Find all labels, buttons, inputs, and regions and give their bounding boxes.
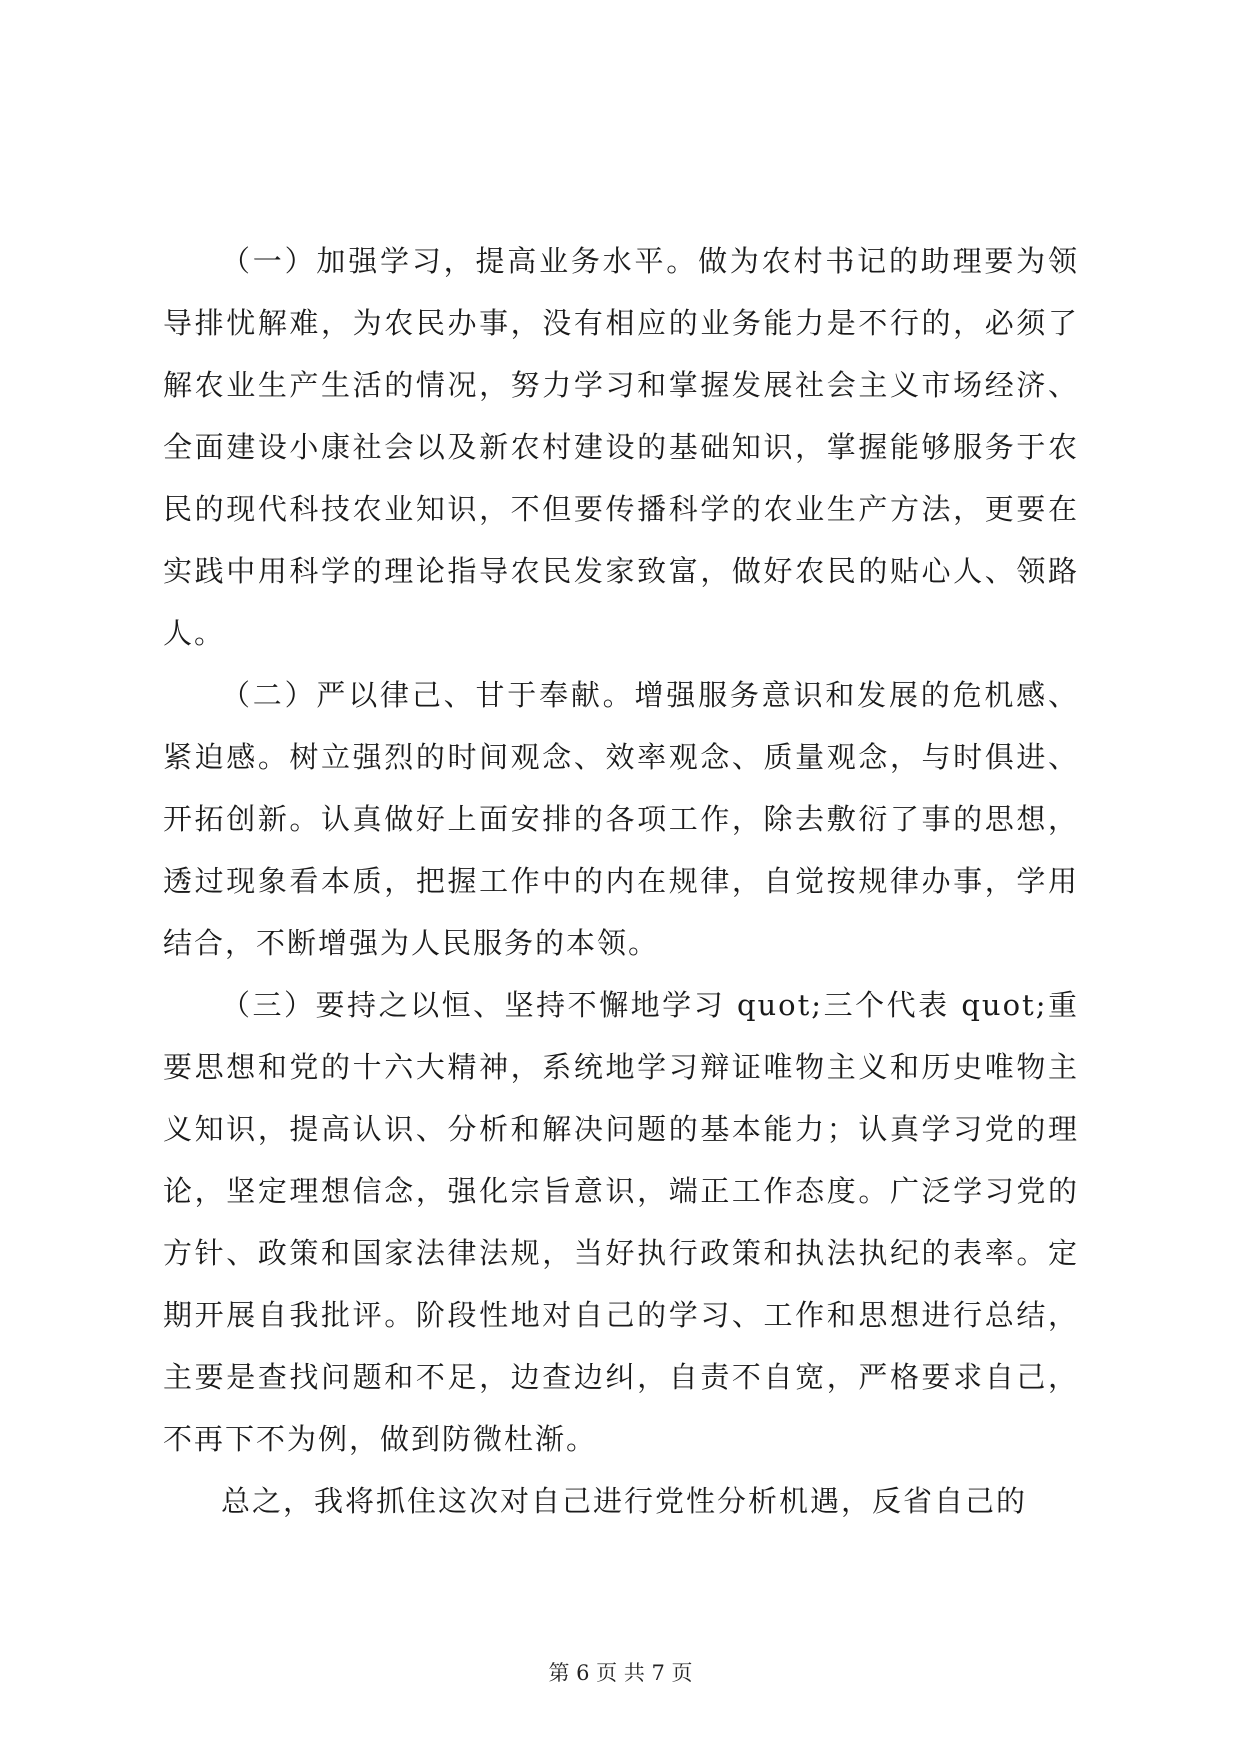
- paragraph-persistence: （三）要持之以恒、坚持不懈地学习 quot;三个代表 quot;重要思想和党的十六大精神，系统地学习辩证唯物主义和历史唯物主义知识，提高认识、分析和解决问题的基本能力；认真学习党的理论，坚定理想信念，强化宗旨意识，端正工作态度。广泛学习党的方针、政策和国家法律法规，当好执行政策和执法执纪的表率。定期开展自我批评。阶段性地对自己的学习、工作和思想进行总结，主要是查找问题和不足，边查边纠，自责不自宽，严格要求自己，不再下不为例，做到防微杜渐。: [163, 988, 1079, 1456]
- paragraph-study: （一）加强学习，提高业务水平。做为农村书记的助理要为领导排忧解难，为农民办事，没有相应的业务能力是不行的，必须了解农业生产生活的情况，努力学习和掌握发展社会主义市场经济、全面建设小康社会以及新农村建设的基础知识，掌握能够服务于农民的现代科技农业知识，不但要传播科学的农业生产方法，更要在实践中用科学的理论指导农民发家致富，做好农民的贴心人、领路人。: [163, 244, 1079, 650]
- paragraph-self-discipline: （二）严以律己、甘于奉献。增强服务意识和发展的危机感、紧迫感。树立强烈的时间观念、效率观念、质量观念，与时俱进、开拓创新。认真做好上面安排的各项工作，除去敷衍了事的思想，透过现象看本质，把握工作中的内在规律，自觉按规律办事，学用结合，不断增强为人民服务的本领。: [163, 678, 1079, 960]
- page-number-footer: 第 6 页 共 7 页: [548, 1661, 693, 1685]
- document-body: [163, 230, 1079, 1532]
- paragraph-summary: 总之，我将抓住这次对自己进行党性分析机遇，反省自己的: [221, 1484, 1028, 1518]
